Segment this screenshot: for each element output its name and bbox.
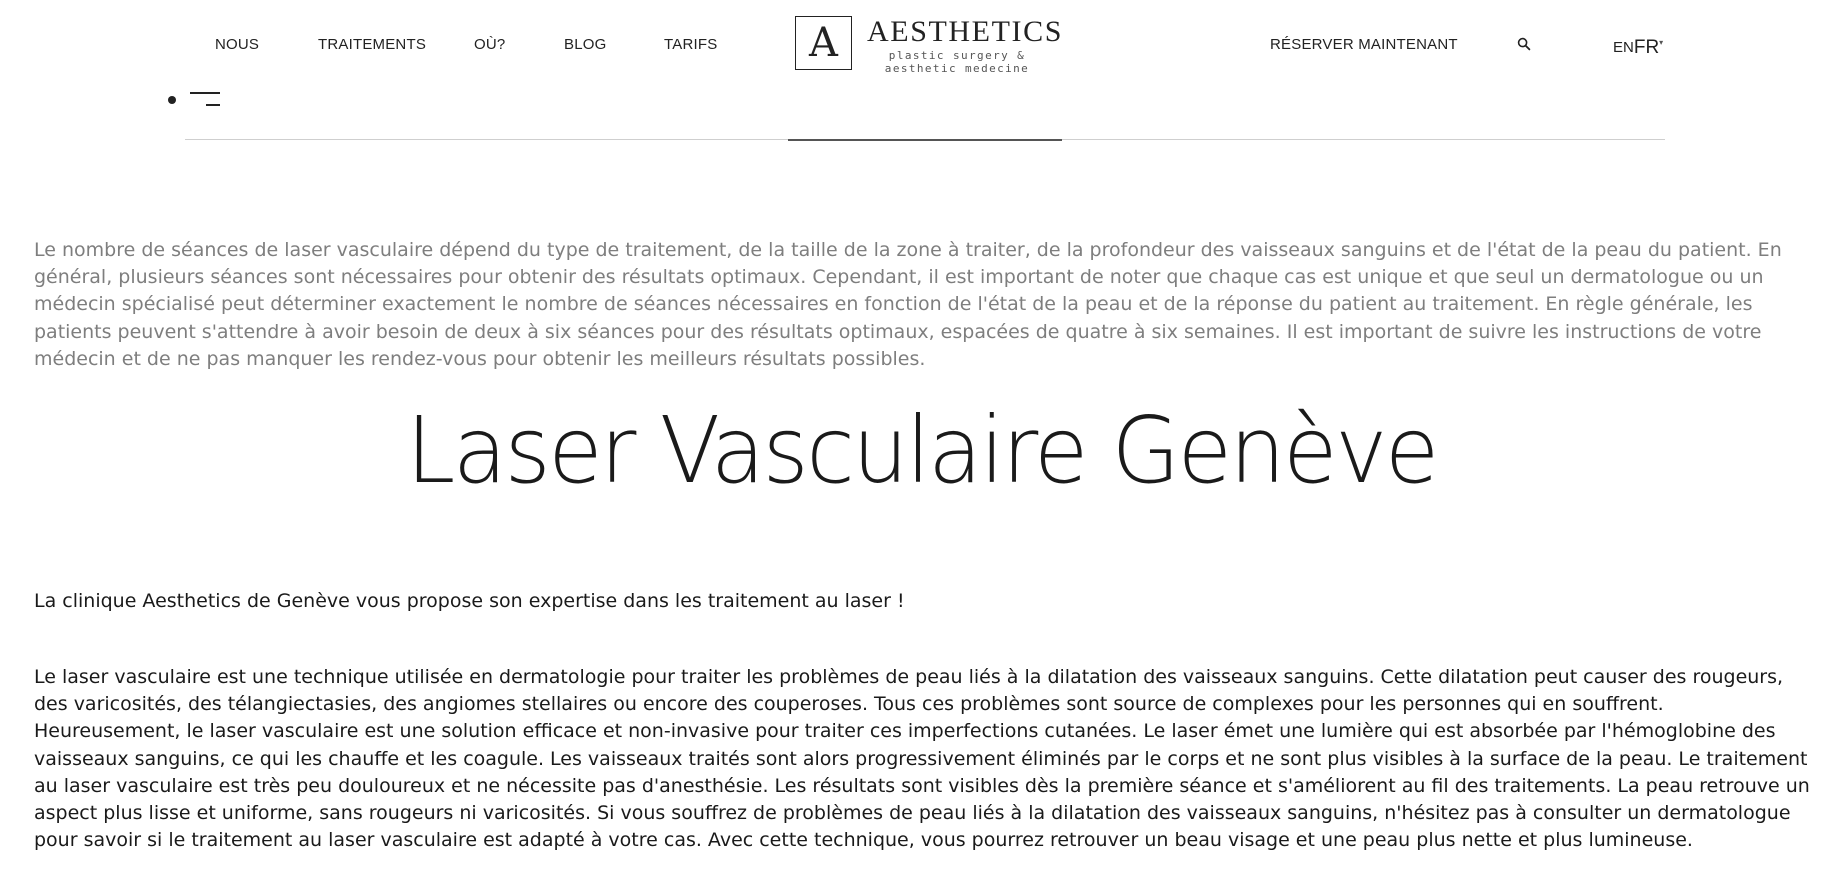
chevron-down-icon: ▾ bbox=[1659, 38, 1664, 47]
page-title: Laser Vasculaire Genève bbox=[406, 397, 1437, 504]
lang-fr[interactable]: FR bbox=[1633, 37, 1660, 58]
logo-name: AESTHETICS bbox=[867, 15, 1063, 48]
lang-en[interactable]: EN bbox=[1613, 39, 1634, 56]
nav-item-ou[interactable]: OÙ? bbox=[474, 36, 506, 53]
logo-tagline-1: plastic surgery & bbox=[888, 49, 1026, 62]
logo-mark: A bbox=[795, 16, 852, 70]
search-icon[interactable] bbox=[1517, 37, 1531, 51]
nav-item-nous[interactable]: NOUS bbox=[215, 36, 260, 53]
lead-paragraph: La clinique Aesthetics de Genève vous propose son expertise dans les traitement au laser ! bbox=[34, 590, 905, 612]
book-now-link[interactable]: RÉSERVER MAINTENANT bbox=[1270, 36, 1458, 53]
nav-item-traitements[interactable]: TRAITEMENTS bbox=[318, 36, 427, 53]
header-divider-highlight bbox=[788, 139, 1062, 141]
language-switcher[interactable] bbox=[1613, 36, 1663, 58]
list-bullet bbox=[168, 96, 176, 104]
nav-item-tarifs[interactable]: TARIFS bbox=[664, 36, 718, 53]
logo-tagline-2: aesthetic medecine bbox=[884, 62, 1030, 75]
intro-paragraph: Le nombre de séances de laser vasculaire dépend du type de traitement, de la taille de la zone à traiter, de la profondeur des vaisseaux sanguins et de l'état de la peau du patient. En général, plusieurs séances sont nécessaires pour obtenir des résultats optimaux. Cependant, il est important de noter que chaque cas est unique et que seul un dermatologue ou un médecin spécialisé peut déterminer exactement le nombre de séances nécessaires en fonction de l'état de la peau et de la réponse du patient au traitement. En règle générale, les patients peuvent s'attendre à avoir besoin de deux à six séances pour des résultats optimaux, espacées de quatre à six semaines. Il est important de suivre les instructions de votre médecin et de ne pas manquer les rendez-vous pour obtenir les meilleurs résultats possibles. bbox=[34, 239, 1782, 370]
hamburger-menu-icon[interactable] bbox=[190, 92, 222, 108]
logo[interactable] bbox=[795, 15, 1063, 75]
body-paragraph: Le laser vasculaire est une technique utilisée en dermatologie pour traiter les problèmes de peau liés à la dilatation des vaisseaux sanguins. Cette dilatation peut causer des rougeurs, des varicosités, des télangiectasies, des angiomes stellaires ou encore des couperoses. Tous ces problèmes sont source de complexes pour les personnes qui en souffrent. Heureusement, le laser vasculaire est une solution efficace et non-invasive pour traiter ces imperfections cutanées. Le laser émet une lumière qui est absorbée par l'hémoglobine des vaisseaux sanguins, ce qui les chauffe et les coagule. Les vaisseaux traités sont alors progressivement éliminés par le corps et ne sont plus visibles à la surface de la peau. Le traitement au laser vasculaire est très peu douloureux et ne nécessite pas d'anesthésie. Les résultats sont visibles dès la première séance et s'améliorent au fil des traitements. La peau retrouve un aspect plus lisse et uniforme, sans rougeurs ni varicosités. Si vous souffrez de problèmes de peau liés à la dilatation des vaisseaux sanguins, n'hésitez pas à consulter un dermatologue pour savoir si le traitement au laser vasculaire est adapté à votre cas. Avec cette technique, vous pourrez retrouver un beau visage et une peau plus nette et plus lumineuse. bbox=[34, 666, 1810, 852]
nav-item-blog[interactable]: BLOG bbox=[564, 36, 607, 53]
